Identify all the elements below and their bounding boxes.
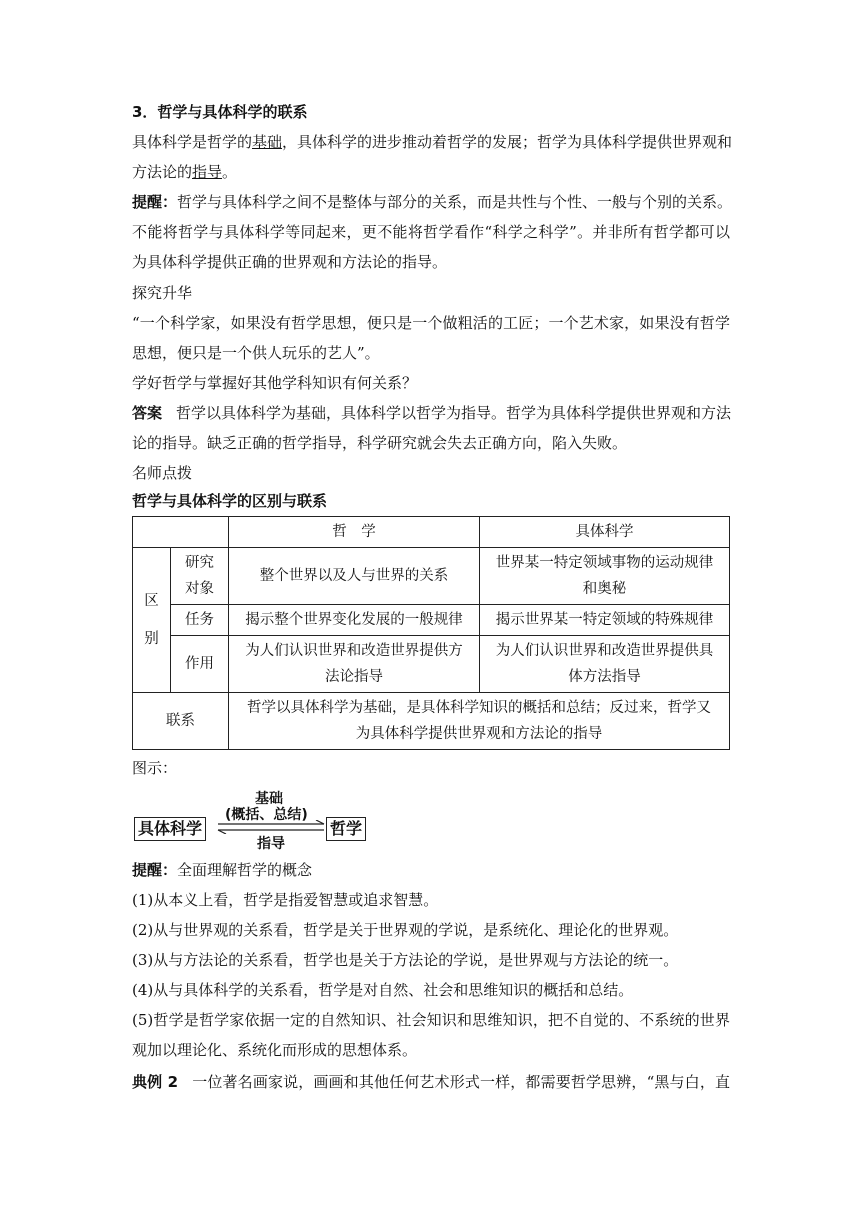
science-cell: 揭示世界某一特定领域的特殊规律 — [480, 605, 730, 636]
cell-line: 哲学以具体科学为基础，是具体科学知识的概括和总结；反过来，哲学又 — [247, 700, 711, 716]
section-heading: 3．哲学与具体科学的联系 — [132, 103, 308, 121]
group-char: 区 — [144, 593, 159, 609]
comparison-table — [132, 516, 730, 750]
diagram-top-label: 基础 — [255, 791, 283, 807]
text-span: ，具体科学的进步推动着哲学的发展；哲学为具体科学提供世界观和 — [282, 133, 733, 151]
reminder-line — [132, 860, 312, 880]
tip-line: 不能将哲学与具体科学等同起来，更不能将哲学看作“科学之科学”。并非所有哲学都可以 — [132, 223, 730, 241]
quote-line: 思想，便只是一个供人玩乐的艺人”。 — [132, 344, 380, 362]
cell-line: 为具体科学提供世界观和方法论的指导 — [355, 726, 603, 742]
table-title: 哲学与具体科学的区别与联系 — [132, 492, 328, 510]
tip-line: 为具体科学提供正确的世界观和方法论的指导。 — [132, 253, 448, 271]
example-line — [132, 1072, 730, 1092]
label-part: 对象 — [185, 581, 214, 597]
group-diff-cell — [133, 548, 171, 693]
cell-line: 体方法指导 — [568, 669, 641, 685]
diagram-top-sublabel: (概括、总结) — [225, 807, 308, 823]
text-span: 一位著名画家说，画画和其他任何艺术形式一样，都需要哲学思辨，“黑与白，直 — [192, 1073, 730, 1091]
answer-line: 论的指导。缺乏正确的哲学指导，科学研究就会失去正确方向，陷入失败。 — [132, 434, 628, 452]
text-span: 方法论的 — [132, 163, 193, 181]
question: 学好哲学与掌握好其他学科知识有何关系？ — [132, 374, 418, 392]
table-row — [133, 636, 730, 693]
row-label: 任务 — [171, 605, 229, 636]
list-item: 观加以理论化、系统化而形成的思想体系。 — [132, 1041, 418, 1059]
diagram-label: 图示： — [132, 759, 178, 777]
cell-line: 世界某一特定领域事物的运动规律 — [495, 555, 714, 571]
reminder-title: 全面理解哲学的概念 — [177, 861, 313, 879]
double-arrow-icon — [216, 820, 326, 834]
table-row — [133, 605, 730, 636]
cell-line: 法论指导 — [325, 669, 383, 685]
teacher-label: 名师点拨 — [132, 464, 193, 482]
philosophy-box: 哲学 — [326, 817, 366, 841]
label-part: 研究 — [185, 555, 214, 571]
list-item: (1)从本义上看，哲学是指爱智慧或追求智慧。 — [132, 891, 439, 909]
quote-line: “一个科学家，如果没有哲学思想，便只是一个做粗活的工匠；一个艺术家，如果没有哲学 — [132, 314, 730, 332]
list-item: (3)从与方法论的关系看，哲学也是关于方法论的学说，是世界观与方法论的统一。 — [132, 951, 679, 969]
header-empty-cell — [133, 517, 229, 548]
science-cell — [480, 636, 730, 693]
group-char: 别 — [144, 631, 159, 647]
philosophy-cell: 整个世界以及人与世界的关系 — [229, 548, 480, 605]
cell-line: 和奥秘 — [582, 581, 627, 597]
text-span: 。 — [222, 163, 238, 181]
table-row — [133, 548, 730, 605]
answer-label: 答案 — [132, 404, 163, 422]
link-label: 联系 — [133, 693, 229, 750]
tip-label: 提醒： — [132, 193, 178, 211]
table-header-row — [133, 517, 730, 548]
paragraph-line — [132, 162, 237, 182]
cell-line: 为人们认识世界和改造世界提供方 — [245, 643, 463, 659]
example-label: 典例 2 — [132, 1073, 179, 1091]
link-cell — [229, 693, 730, 750]
philosophy-cell — [229, 636, 480, 693]
list-item: (4)从与具体科学的关系看，哲学是对自然、社会和思维知识的概括和总结。 — [132, 981, 634, 999]
explore-label: 探究升华 — [132, 284, 193, 302]
diagram-bottom-label: 指导 — [257, 836, 285, 852]
answer-line — [132, 403, 730, 423]
cell-line: 为人们认识世界和改造世界提供具 — [495, 643, 714, 659]
science-cell — [480, 548, 730, 605]
header-science: 具体科学 — [480, 517, 730, 548]
table-row — [133, 693, 730, 750]
list-item: (2)从与世界观的关系看，哲学是关于世界观的学说，是系统化、理论化的世界观。 — [132, 921, 679, 939]
list-item: (5)哲学是哲学家依据一定的自然知识、社会知识和思维知识，把不自觉的、不系统的世界 — [132, 1011, 730, 1029]
text-span: 哲学以具体科学为基础，具体科学以哲学为指导。哲学为具体科学提供世界观和方法 — [176, 404, 732, 422]
underlined-keyword: 指导 — [192, 163, 223, 181]
philosophy-cell: 揭示整个世界变化发展的一般规律 — [229, 605, 480, 636]
text-span: 哲学与具体科学之间不是整体与部分的关系，而是共性与个性、一般与个别的关系。 — [177, 193, 733, 211]
row-label — [171, 548, 229, 605]
underlined-keyword: 基础 — [252, 133, 283, 151]
tip-line — [132, 192, 733, 212]
text-span: 具体科学是哲学的 — [132, 133, 253, 151]
relation-diagram — [132, 786, 372, 850]
science-box: 具体科学 — [134, 817, 206, 841]
reminder-label: 提醒： — [132, 861, 178, 879]
paragraph-line — [132, 132, 733, 152]
header-philosophy: 哲 学 — [229, 517, 480, 548]
row-label: 作用 — [171, 636, 229, 693]
